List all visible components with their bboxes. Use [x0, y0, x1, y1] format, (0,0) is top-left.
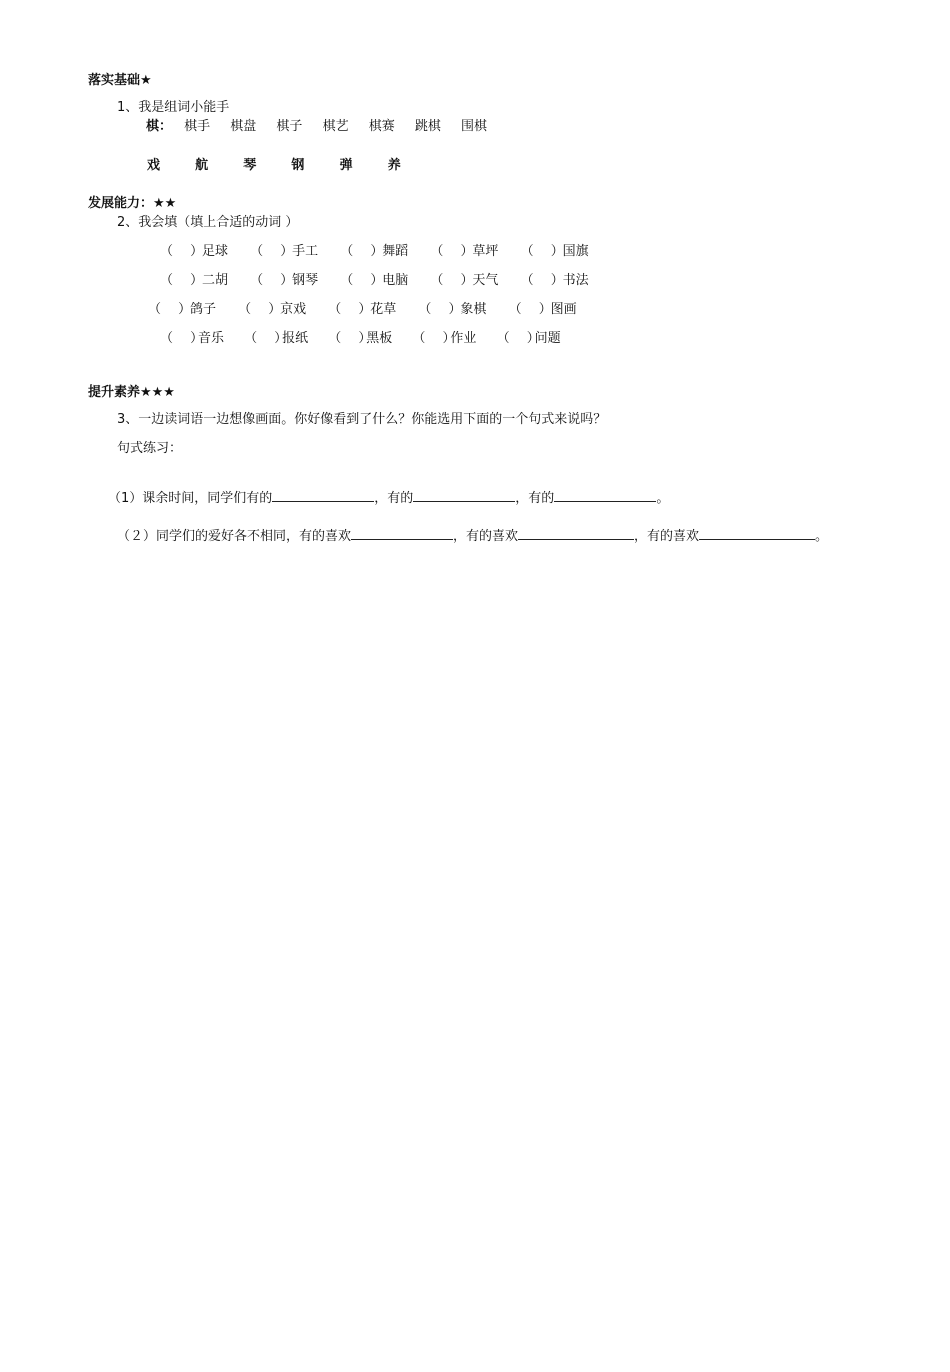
- fill-word: 国旗: [562, 244, 589, 259]
- sentence-pattern-2: [117, 526, 828, 546]
- fill-word: 音乐: [198, 331, 225, 346]
- fill-word: 足球: [202, 244, 229, 259]
- example-word: 跳棋: [414, 119, 441, 134]
- blank-paren: （ ）: [430, 244, 474, 259]
- blank-paren: （ ）: [340, 244, 384, 259]
- fill-word: 手工: [292, 244, 319, 259]
- question-2-title: 2、我会填（填上合适的动词 ）: [117, 215, 299, 230]
- blank-paren: （ ）: [412, 331, 456, 346]
- blank-paren: （ ）: [340, 273, 384, 288]
- blank-paren: （ ）: [328, 331, 372, 346]
- example-label: 棋：: [146, 119, 173, 134]
- answer-blank[interactable]: [699, 526, 815, 540]
- sentence-pattern-1: [108, 488, 669, 508]
- blank-paren: （ ）: [160, 331, 204, 346]
- fill-word: 电脑: [382, 273, 409, 288]
- answer-blank[interactable]: [351, 526, 453, 540]
- blank-paren: （ ）: [160, 273, 204, 288]
- blank-paren: （ ）: [250, 244, 294, 259]
- blank-paren: （ ）: [238, 302, 282, 317]
- answer-blank[interactable]: [554, 488, 656, 502]
- character-row: [147, 157, 432, 175]
- fill-word: 花草: [370, 302, 397, 317]
- fill-word: 舞蹈: [382, 244, 409, 259]
- blank-paren: （ ）: [430, 273, 474, 288]
- section-heading-ability: 发展能力：★★: [88, 196, 177, 211]
- sentence-text: ，有的喜欢: [453, 529, 519, 544]
- example-word: 棋盘: [230, 119, 257, 134]
- fill-word: 草坪: [472, 244, 499, 259]
- question-1-title: 1、我是组词小能手: [117, 100, 230, 115]
- sentence-text: 。: [815, 529, 829, 544]
- blank-paren: （ ）: [418, 302, 462, 317]
- sentence-text: ，有的喜欢: [634, 529, 700, 544]
- blank-paren: （ ）: [508, 302, 552, 317]
- fill-word: 京戏: [280, 302, 307, 317]
- fill-row-1: [160, 243, 607, 261]
- character: 钢: [291, 158, 305, 173]
- blank-paren: （ ）: [520, 244, 564, 259]
- blank-paren: （ ）: [520, 273, 564, 288]
- section-heading-basics: 落实基础★: [88, 73, 152, 88]
- fill-word: 二胡: [202, 273, 229, 288]
- pattern-practice-label: 句式练习：: [117, 441, 183, 456]
- character: 戏: [147, 158, 161, 173]
- character: 养: [387, 158, 401, 173]
- sentence-text: 。: [656, 491, 670, 506]
- fill-word: 天气: [472, 273, 499, 288]
- blank-paren: （ ）: [148, 302, 192, 317]
- example-word: 棋艺: [322, 119, 349, 134]
- example-word: 围棋: [460, 119, 487, 134]
- character: 弹: [339, 158, 353, 173]
- fill-word: 象棋: [460, 302, 487, 317]
- fill-word: 图画: [550, 302, 577, 317]
- fill-word: 鸽子: [190, 302, 217, 317]
- fill-row-2: [160, 272, 607, 290]
- fill-word: 问题: [534, 331, 561, 346]
- example-word: 棋子: [276, 119, 303, 134]
- fill-word: 报纸: [282, 331, 309, 346]
- sentence-text: ，有的: [374, 491, 414, 506]
- answer-blank[interactable]: [272, 488, 374, 502]
- character: 琴: [243, 158, 257, 173]
- fill-word: 作业: [450, 331, 477, 346]
- example-word: 棋手: [184, 119, 211, 134]
- blank-paren: （ ）: [328, 302, 372, 317]
- example-word-row: [146, 118, 503, 136]
- character: 航: [195, 158, 209, 173]
- answer-blank[interactable]: [413, 488, 515, 502]
- fill-row-3: [148, 301, 595, 319]
- fill-word: 书法: [562, 273, 589, 288]
- blank-paren: （ ）: [244, 331, 288, 346]
- blank-paren: （ ）: [250, 273, 294, 288]
- question-3-title: 3、一边读词语一边想像画面。你好像看到了什么？你能选用下面的一个句式来说吗？: [117, 412, 607, 427]
- fill-word: 黑板: [366, 331, 393, 346]
- section-heading-literacy: 提升素养★★★: [88, 385, 175, 400]
- sentence-text: （1）课余时间，同学们有的: [108, 491, 273, 506]
- answer-blank[interactable]: [518, 526, 634, 540]
- sentence-text: ，有的: [515, 491, 555, 506]
- fill-word: 钢琴: [292, 273, 319, 288]
- blank-paren: （ ）: [496, 331, 540, 346]
- example-word: 棋赛: [368, 119, 395, 134]
- sentence-text: （２）同学们的爱好各不相同，有的喜欢: [117, 529, 352, 544]
- fill-row-4: [160, 330, 577, 348]
- blank-paren: （ ）: [160, 244, 204, 259]
